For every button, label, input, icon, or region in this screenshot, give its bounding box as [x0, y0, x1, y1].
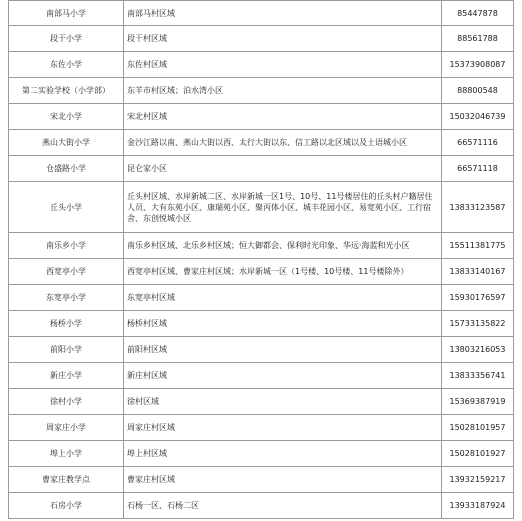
phone-number-cell: 13803216053 [442, 337, 514, 363]
phone-number-cell: 15028101957 [442, 415, 514, 441]
table-row [9, 467, 514, 493]
phone-number-cell: 13933187924 [442, 493, 514, 519]
district-area-cell: 东羊市村区域；泊水湾小区 [124, 78, 442, 104]
school-name-cell: 新庄小学 [9, 363, 124, 389]
district-area-cell: 东佐村区域 [124, 52, 442, 78]
phone-number-cell: 88800548 [442, 78, 514, 104]
phone-number-cell: 15930176597 [442, 285, 514, 311]
district-area-cell: 昆仑家小区 [124, 156, 442, 182]
table-row [9, 337, 514, 363]
school-name-cell: 周家庄小学 [9, 415, 124, 441]
district-area-cell: 东宽亭村区域 [124, 285, 442, 311]
school-name-cell: 石房小学 [9, 493, 124, 519]
school-name-cell: 前阳小学 [9, 337, 124, 363]
table-row [9, 415, 514, 441]
phone-number-cell: 13833356741 [442, 363, 514, 389]
phone-number-cell: 15733135822 [442, 311, 514, 337]
school-name-cell: 曹家庄教学点 [9, 467, 124, 493]
district-area-cell: 宋北村区域 [124, 104, 442, 130]
district-area-cell: 周家庄村区域 [124, 415, 442, 441]
school-name-cell: 南乐乡小学 [9, 233, 124, 259]
phone-number-cell: 13833123587 [442, 182, 514, 233]
school-name-cell: 西宽亭小学 [9, 259, 124, 285]
school-name-cell: 东宽亭小学 [9, 285, 124, 311]
table-body [9, 1, 514, 519]
district-area-cell: 西宽亭村区域、曹家庄村区域；水岸新城一区（1号楼、10号楼、11号楼除外） [124, 259, 442, 285]
school-name-cell: 段干小学 [9, 26, 124, 52]
table-row [9, 26, 514, 52]
district-area-cell: 段干村区域 [124, 26, 442, 52]
phone-number-cell: 15369387919 [442, 389, 514, 415]
school-name-cell: 宋北小学 [9, 104, 124, 130]
district-area-cell: 南部马村区域 [124, 1, 442, 26]
school-name-cell: 东佐小学 [9, 52, 124, 78]
phone-number-cell: 15511381775 [442, 233, 514, 259]
phone-number-cell: 15028101927 [442, 441, 514, 467]
table-row [9, 52, 514, 78]
phone-number-cell: 85447878 [442, 1, 514, 26]
district-area-cell: 徐村区域 [124, 389, 442, 415]
phone-number-cell: 15032046739 [442, 104, 514, 130]
table-row [9, 493, 514, 519]
table-row [9, 130, 514, 156]
district-area-cell: 金沙江路以南、燕山大街以西、太行大街以东、信工路以北区域以及土语城小区 [124, 130, 442, 156]
phone-number-cell: 66571116 [442, 130, 514, 156]
table-row [9, 259, 514, 285]
school-name-cell: 杨桥小学 [9, 311, 124, 337]
district-area-cell: 丘头村区域、水岸新城二区、水岸新城一区1号、10号、11号楼居住的丘头村户籍居住人员、大有东苑小区、康瑞苑小区、聚丙体小区、城丰花园小区、易宽苑小区、工行宿舍、东创悦城小区 [124, 182, 442, 233]
school-name-cell: 徐村小学 [9, 389, 124, 415]
table-row [9, 233, 514, 259]
table-row [9, 156, 514, 182]
table-row [9, 78, 514, 104]
phone-number-cell: 88561788 [442, 26, 514, 52]
school-name-cell: 丘头小学 [9, 182, 124, 233]
phone-number-cell: 13932159217 [442, 467, 514, 493]
table-row [9, 311, 514, 337]
phone-number-cell: 13833140167 [442, 259, 514, 285]
school-name-cell: 埠上小学 [9, 441, 124, 467]
phone-number-cell: 66571118 [442, 156, 514, 182]
district-area-cell: 埠上村区域 [124, 441, 442, 467]
table-row [9, 104, 514, 130]
phone-number-cell: 15373908087 [442, 52, 514, 78]
district-area-cell: 前阳村区域 [124, 337, 442, 363]
table-row [9, 285, 514, 311]
district-area-cell: 杨桥村区域 [124, 311, 442, 337]
school-name-cell: 燕山大街小学 [9, 130, 124, 156]
district-area-cell: 新庄村区域 [124, 363, 442, 389]
school-district-table [8, 0, 514, 519]
district-area-cell: 南乐乡村区域、北乐乡村区域；恒大御都会、保利时光印象、华远·海蓝和光小区 [124, 233, 442, 259]
district-area-cell: 石杨一区、石杨二区 [124, 493, 442, 519]
school-name-cell: 仓盛路小学 [9, 156, 124, 182]
table-row [9, 441, 514, 467]
table-row [9, 363, 514, 389]
table-row [9, 389, 514, 415]
school-name-cell: 第二实验学校（小学部） [9, 78, 124, 104]
district-area-cell: 曹家庄村区域 [124, 467, 442, 493]
table-row [9, 1, 514, 26]
school-name-cell: 南部马小学 [9, 1, 124, 26]
table-row [9, 182, 514, 233]
admission-area-sheet [8, 0, 513, 519]
